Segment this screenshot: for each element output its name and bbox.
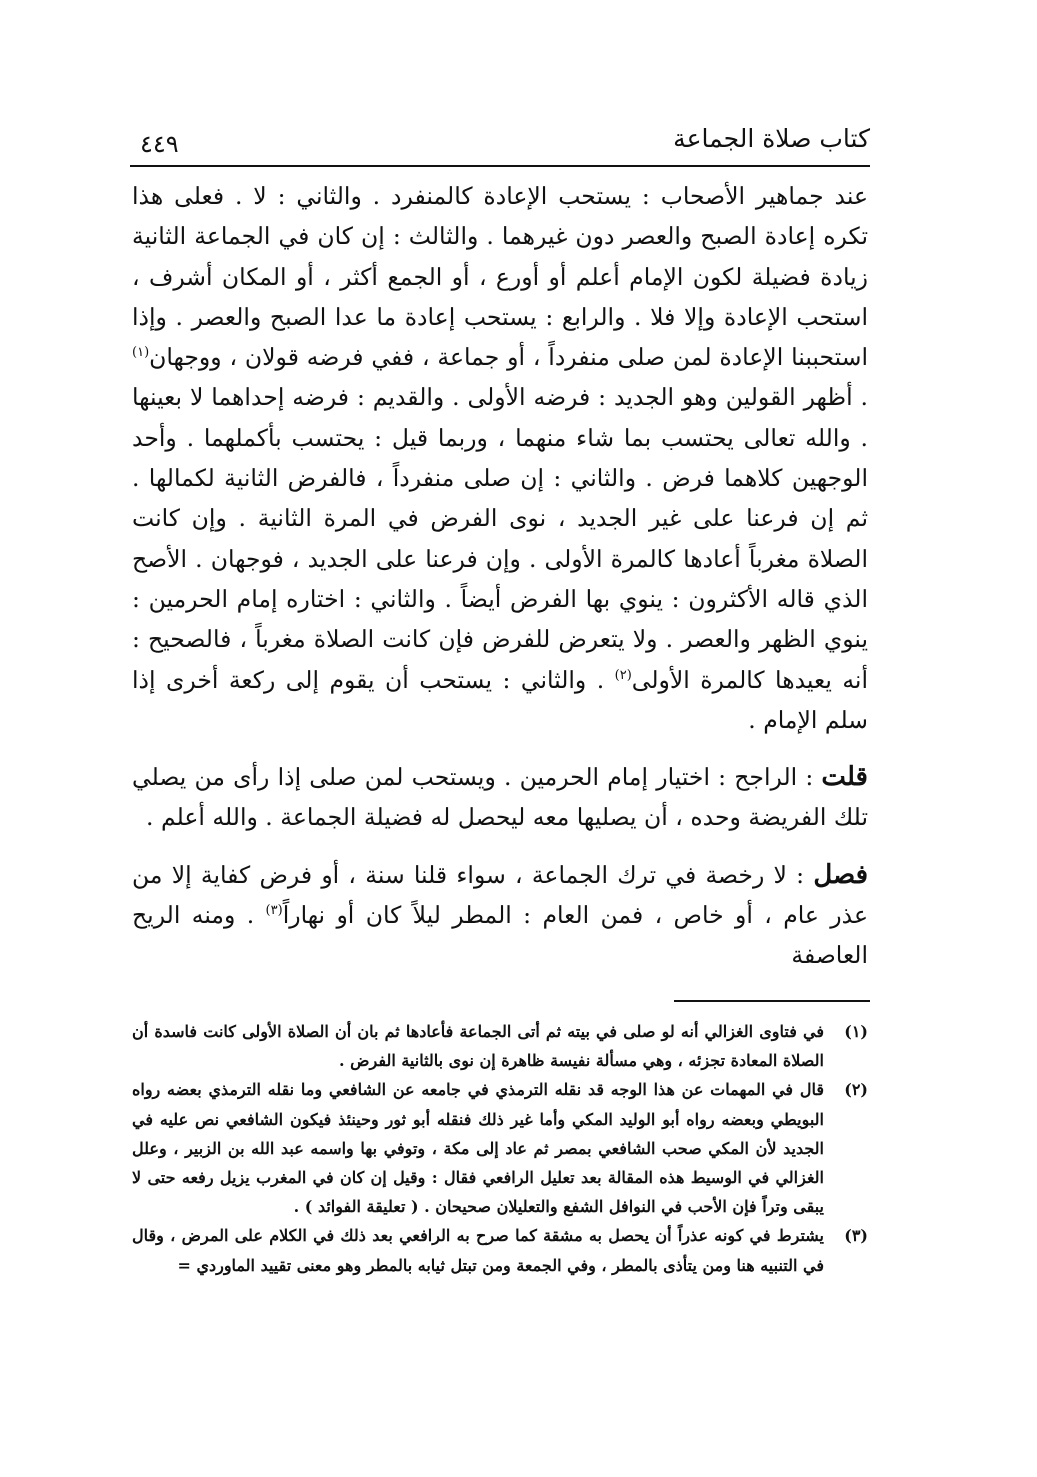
footnote bbox=[132, 1221, 868, 1279]
footnote-text: يشترط في كونه عذراً أن يحصل به مشقة كما صرح به الرافعي بعد ذلك في الكلام على المرض ، وقال في التنبيه هنا ومن يتأذى بالمطر ، وفي الجمعة ومن تبتل ثيابه بالمطر وهو معنى تقييد الماوردي = bbox=[132, 1226, 824, 1275]
footnote-ref-2: (٢) bbox=[614, 667, 632, 683]
paragraph bbox=[132, 757, 868, 838]
main-text bbox=[132, 176, 868, 976]
footnote-number: (١) bbox=[844, 1022, 868, 1041]
footnote-number: (٢) bbox=[844, 1080, 868, 1100]
footnote-ref-1: (١) bbox=[132, 345, 150, 361]
footnote bbox=[132, 1075, 868, 1221]
text-run: . أظهر القولين وهو الجديد : فرضه الأولى . والقديم : فرضه إحداهما لا بعينها . والله تعالى يحتسب بما شاء منهما ، وربما قيل : يحتسب بأكملهما . وأحد الوجهين كلاهما فرض . والثاني : إن صلى منفرداً ، فالفرض الثانية لكمالها . ثم إن فرعنا على غير الجديد ، نوى الفرض في المرة الثانية . وإن كانت الصلاة مغرباً أعادها كالمرة الأولى . وإن فرعنا على الجديد ، فوجهان . الأصح الذي قاله الأكثرون : ينوي بها الفرض أيضاً . والثاني : اختاره إمام الحرمين : ينوي الظهر والعصر . ولا يتعرض للفرض فإن كانت الصلاة مغرباً ، فالصحيح : أنه يعيدها كالمرة الأولى bbox=[132, 383, 869, 694]
footnotes bbox=[132, 1017, 868, 1280]
text-run: عند جماهير الأصحاب : يستحب الإعادة كالمنفرد . والثاني : لا . فعلى هذا تكره إعادة الصبح والعصر دون غيرهما . والثالث : إن كان في الجماعة الثانية زيادة فضيلة لكون الإمام أعلم أو أورع ، أو الجمع أكثر ، أو المكان أشرف ، استحب الإعادة وإلا فلا . والرابع : يستحب إعادة ما عدا الصبح والعصر . وإذا استحببنا الإعادة لمن صلى منفرداً ، أو جماعة ، ففي فرضه قولان ، ووجهان bbox=[132, 182, 868, 372]
paragraph bbox=[132, 176, 868, 740]
footnote-separator bbox=[674, 1000, 870, 1002]
section-lead-word: فصل bbox=[813, 859, 868, 890]
text-run: : الراجح : اختيار إمام الحرمين . ويستحب لمن صلى إذا رأى من يصلي تلك الفريضة وحده ، أن يصليها معه ليحصل له فضيلة الجماعة . والله أعلم . bbox=[132, 763, 868, 832]
footnote-text: قال في المهمات عن هذا الوجه قد نقله الترمذي في جامعه عن الشافعي وما نقله الترمذي بعضه رواه البويطي وبعضه رواه أبو الوليد المكي وأما غير ذلك فنقله أبو ثور وحينئذ فيكون الشافعي نص عليه في الجديد لأن المكي صحب الشافعي بمصر ثم عاد إلى مكة ، وتوفي بها واسمه عبد الله بن الزبير ، وعلل الغزالي في الوسيط هذه المقالة بعد تعليل الرافعي فقال : وقيل إن كان في المغرب يزيل رفعه حتى لا يبقى وتراً فإن الأحب في النوافل الشفع والتعليلان صحيحان . ( تعليقة الفوائد ) . bbox=[132, 1080, 825, 1217]
paragraph-lead-word: قلت bbox=[821, 762, 868, 793]
footnote-number: (٣) bbox=[844, 1226, 868, 1246]
footnote bbox=[132, 1017, 868, 1075]
page-header bbox=[130, 118, 870, 164]
text-run: : لا رخصة في ترك الجماعة ، سواء قلنا سنة ، أو فرض كفاية إلا من عذر عام ، أو خاص ، فمن العام : المطر ليلاً كان أو نهاراً bbox=[132, 860, 868, 930]
footnote-ref-3: (٣) bbox=[265, 903, 283, 919]
text-run: . والثاني : يستحب أن يقوم إلى ركعة أخرى إذا سلم الإمام . bbox=[132, 665, 868, 734]
page-number: ٤٤٩ bbox=[140, 130, 179, 158]
running-title: كتاب صلاة الجماعة bbox=[673, 124, 870, 153]
footnote-text: في فتاوى الغزالي أنه لو صلى في بيته ثم أتى الجماعة فأعادها ثم بان أن الصلاة الأولى كانت فاسدة أن الصلاة المعادة تجزئه ، وهي مسألة نفيسة ظاهرة إن نوى بالثانية الفرض . bbox=[132, 1022, 824, 1071]
header-rule bbox=[130, 165, 870, 167]
text-run: . ومنه الريح العاصفة bbox=[132, 901, 868, 970]
paragraph bbox=[132, 855, 868, 976]
